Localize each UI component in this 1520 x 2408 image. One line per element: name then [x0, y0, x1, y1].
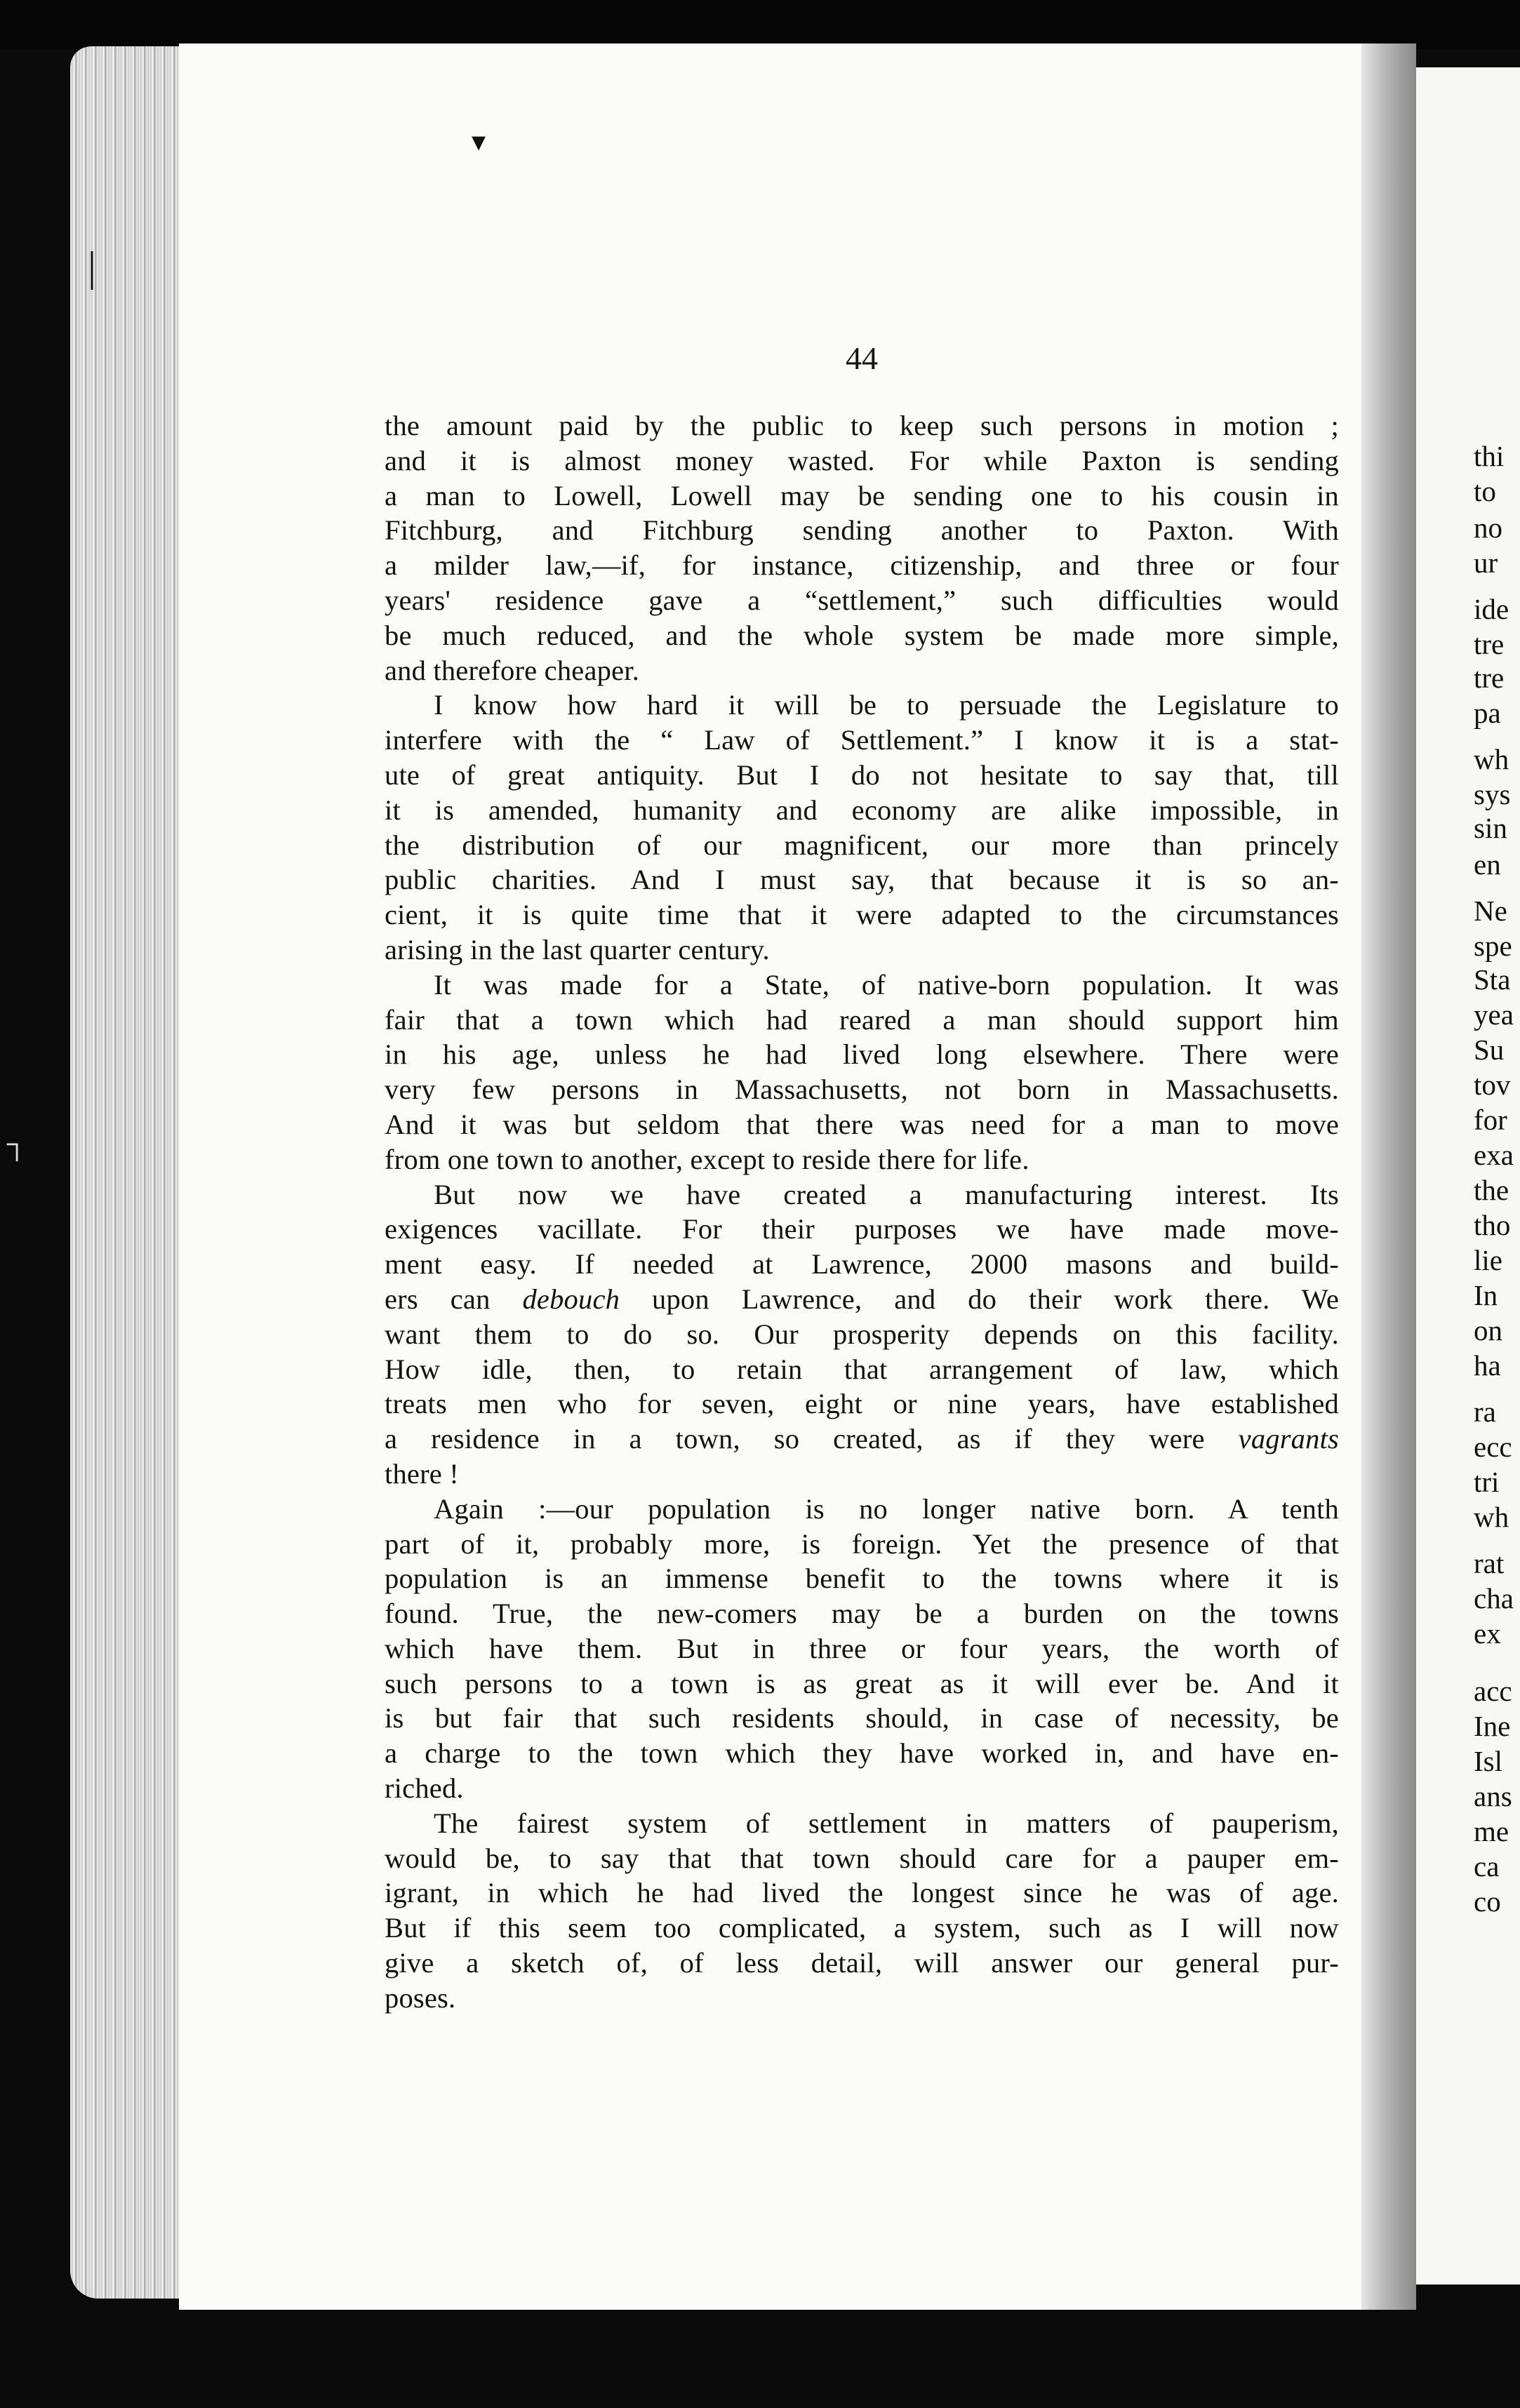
text-line: such persons to a town is as great as it will ever be. And it	[385, 1667, 1339, 1699]
text-segment: ers can	[385, 1283, 523, 1315]
text-line: population is an immense benefit to the towns where it is	[385, 1563, 1339, 1595]
text-line: And it was but seldom that there was need for a man to move	[385, 1108, 1339, 1140]
text-line: igrant, in which he had lived the longest since he was of age.	[385, 1877, 1339, 1909]
text-line: and it is almost money wasted. For while Paxton is sending	[385, 444, 1339, 476]
text-line: poses.	[385, 1981, 456, 2014]
facing-page-line: wh	[1474, 743, 1509, 775]
text-line: very few persons in Massachusetts, not born in Massachusetts.	[385, 1073, 1339, 1106]
facing-page-line: ha	[1474, 1349, 1501, 1382]
text-line: ment easy. If needed at Lawrence, 2000 masons and build-	[385, 1248, 1339, 1280]
facing-page-line: sin	[1474, 812, 1507, 844]
ink-speck: ▾	[472, 126, 486, 157]
body-text	[385, 408, 1339, 2016]
facing-page-line: on	[1474, 1314, 1502, 1346]
facing-page-line: pa	[1474, 697, 1501, 729]
text-line: fair that a town which had reared a man should support him	[385, 1003, 1339, 1036]
italic-word: vagrants	[1238, 1423, 1339, 1455]
text-line: riched.	[385, 1772, 464, 1805]
text-line: But now we have created a manufacturing interest. Its	[434, 1178, 1339, 1210]
text-line: It was made for a State, of native-born population. It was	[434, 968, 1339, 1001]
text-line	[385, 1422, 1339, 1457]
scan-top-border	[0, 0, 1520, 49]
text-line: from one town to another, except to reside there for life.	[385, 1143, 1029, 1175]
book-gutter-shadow	[1361, 44, 1416, 2310]
text-line: exigences vacillate. For their purposes we have made move-	[385, 1213, 1339, 1245]
text-line: a milder law,—if, for instance, citizenship, and three or four	[385, 549, 1339, 582]
facing-page-line: Ine	[1474, 1710, 1511, 1742]
facing-page-line: ca	[1474, 1850, 1500, 1882]
text-line: want them to do so. Our prosperity depends on this facility.	[385, 1318, 1339, 1350]
text-line: the amount paid by the public to keep such persons in motion ;	[385, 410, 1339, 441]
facing-page-line: spe	[1474, 930, 1512, 962]
facing-page-line: tov	[1474, 1069, 1511, 1101]
facing-page-line: ex	[1474, 1617, 1501, 1650]
text-line: a man to Lowell, Lowell may be sending one to his cousin in	[385, 479, 1339, 511]
facing-page-line: Su	[1474, 1034, 1505, 1066]
text-line: is but fair that such residents should, in case of necessity, be	[385, 1702, 1339, 1734]
facing-page-line: Isl	[1474, 1745, 1502, 1777]
text-line: would be, to say that that town should care for a pauper em-	[385, 1842, 1339, 1874]
facing-page-line: lie	[1474, 1244, 1502, 1276]
facing-page-line: ra	[1474, 1396, 1496, 1428]
text-segment: upon Lawrence, and do their work there. We	[620, 1283, 1339, 1315]
text-line: part of it, probably more, is foreign. Yet the presence of that	[385, 1527, 1339, 1560]
facing-page-line: ans	[1474, 1780, 1512, 1812]
facing-page-line: ur	[1474, 547, 1498, 579]
text-line: in his age, unless he had lived long elsewhere. There were	[385, 1038, 1339, 1071]
scan-mark: ┐	[7, 1128, 27, 1159]
facing-page-line: tre	[1474, 628, 1505, 660]
facing-page-line: tho	[1474, 1209, 1511, 1241]
text-line: found. True, the new-comers may be a burden on the towns	[385, 1598, 1339, 1630]
facing-page-line: tri	[1474, 1466, 1500, 1498]
text-line: be much reduced, and the whole system be made more simple,	[385, 619, 1339, 651]
facing-page-line: exa	[1474, 1139, 1514, 1171]
text-line: ute of great antiquity. But I do not hesitate to say that, till	[385, 758, 1339, 791]
facing-page-line: Ne	[1474, 895, 1507, 927]
facing-page-line: thi	[1474, 440, 1505, 472]
text-line: treats men who for seven, eight or nine years, have established	[385, 1388, 1339, 1420]
text-line: I know how hard it will be to persuade the Legislature to	[434, 689, 1339, 721]
text-line: give a sketch of, of less detail, will answer our general pur-	[385, 1947, 1339, 1979]
facing-page-line: acc	[1474, 1675, 1512, 1707]
facing-page-line: for	[1474, 1104, 1507, 1136]
text-line: But if this seem too complicated, a system, such as I will now	[385, 1912, 1339, 1944]
text-line: the distribution of our magnificent, our more than princely	[385, 829, 1339, 861]
facing-page-line: the	[1474, 1174, 1509, 1206]
facing-page-line: to	[1474, 475, 1496, 507]
text-line: years' residence gave a “settlement,” such difficulties would	[385, 584, 1339, 616]
facing-page-line: cha	[1474, 1582, 1514, 1614]
facing-page-line: ide	[1474, 593, 1509, 625]
facing-page-line: ecc	[1474, 1431, 1512, 1463]
facing-page-line: Sta	[1474, 963, 1511, 996]
book-page-edges	[70, 46, 196, 2299]
text-line: which have them. But in three or four years, the worth of	[385, 1632, 1339, 1664]
facing-page-line: yea	[1474, 998, 1514, 1031]
text-line: cient, it is quite time that it were adapted to the circumstances	[385, 899, 1339, 931]
facing-page-line: en	[1474, 848, 1501, 881]
facing-page-line: me	[1474, 1815, 1509, 1847]
text-line: arising in the last quarter century.	[385, 933, 770, 965]
facing-page-line: no	[1474, 511, 1502, 544]
text-line: How idle, then, to retain that arrangement of law, which	[385, 1353, 1339, 1385]
facing-page-line: wh	[1474, 1501, 1509, 1533]
page-number: 44	[846, 340, 878, 376]
text-line: The fairest system of settlement in matters of pauperism,	[434, 1807, 1339, 1839]
text-line: interfere with the “ Law of Settlement.” I know it is a stat-	[385, 724, 1339, 756]
facing-page-line: tre	[1474, 662, 1505, 694]
text-line: a charge to the town which they have worked in, and have en-	[385, 1737, 1339, 1770]
italic-word: debouch	[522, 1283, 620, 1315]
text-line: and therefore cheaper.	[385, 654, 640, 686]
facing-page-line: rat	[1474, 1547, 1505, 1579]
text-line: Fitchburg, and Fitchburg sending another to Paxton. With	[385, 514, 1339, 547]
text-line: Again :—our population is no longer native born. A tenth	[434, 1492, 1339, 1525]
text-line	[385, 1282, 1339, 1317]
facing-page-line: In	[1474, 1279, 1498, 1311]
text-line: there !	[385, 1457, 459, 1490]
facing-page-line: sys	[1474, 778, 1511, 810]
ink-mark: |	[88, 243, 97, 290]
text-line: it is amended, humanity and economy are alike impossible, in	[385, 794, 1339, 826]
text-segment: a residence in a town, so created, as if they were	[385, 1423, 1239, 1455]
facing-page-line: co	[1474, 1885, 1501, 1918]
text-line: public charities. And I must say, that because it is so an-	[385, 864, 1339, 896]
